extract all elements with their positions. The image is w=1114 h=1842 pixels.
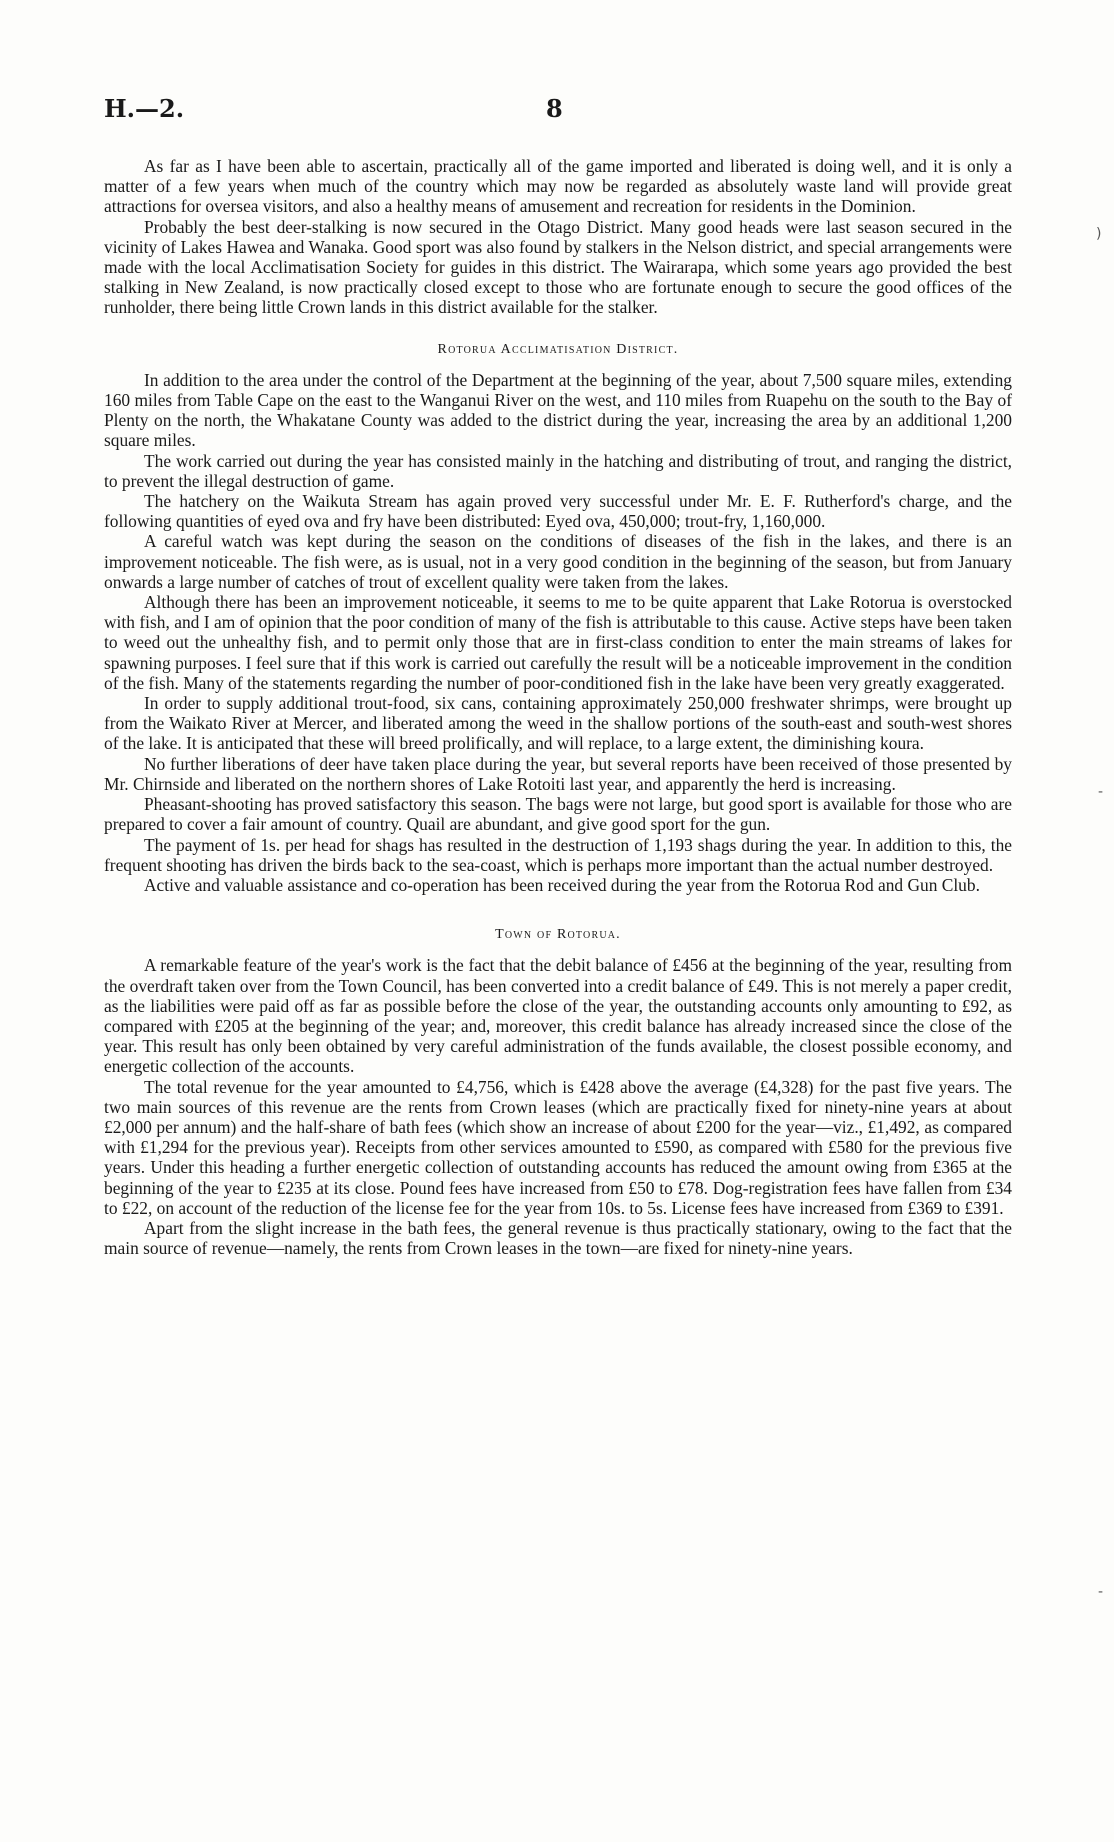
body-paragraph: Active and valuable assistance and co-operation has been received during the year from the Rotorua Rod and Gun Club. <box>144 874 980 895</box>
page-header <box>104 94 1010 126</box>
margin-mark-icon: ) <box>1096 226 1102 242</box>
body-paragraph: In order to supply additional trout-food, six cans, containing approximately 250,000 freshwater shrimps, were brought up from the Waikato River at Mercer, and liberated among the weed in the shallow portions of the south-east and south-west shores of the lake. It is anticipated that these will breed prolifically, and will replace, to a large extent, the diminishing koura. <box>104 693 1012 754</box>
section-heading-town-of-rotorua: Town of Rotorua. <box>495 927 621 943</box>
body-paragraph: In addition to the area under the control of the Department at the beginning of the year, about 7,500 square miles, extending 160 miles from Table Cape on the east to the Wanganui River on the west, and 110 miles from Ruapehu on the south to the Bay of Plenty on the north, the Whakatane County was added to the district during the year, increasing the area by an additional 1,200 square miles. <box>104 369 1012 451</box>
body-paragraph: A careful watch was kept during the season on the conditions of diseases of the fish in the lakes, and there is an improvement noticeable. The fish were, as is usual, not in a very good condition in the beginning of the season, but from January onwards a large number of catches of trout of excellent quality were taken from the lakes. <box>104 531 1012 592</box>
body-paragraph: Although there has been an improvement noticeable, it seems to me to be quite apparent that Lake Rotorua is overstocked with fish, and I am of opinion that the poor condition of many of the fish is attributable to this cause. Active steps have been taken to weed out the unhealthy fish, and to permit only those that are in first-class condition to enter the main streams of lakes for spawning purposes. I feel sure that if this work is carried out carefully the result will be a noticeable improvement in the condition of the fish. Many of the statements regarding the number of poor-conditioned fish in the lake have been very greatly exaggerated. <box>104 592 1012 693</box>
body-paragraph: Apart from the slight increase in the bath fees, the general revenue is thus practically stationary, owing to the fact that the main source of revenue—namely, the rents from Crown leases in the town—are fixed for ninety-nine years. <box>104 1217 1012 1259</box>
body-paragraph: Probably the best deer-stalking is now secured in the Otago District. Many good heads were last season secured in the vicinity of Lakes Hawea and Wanaka. Good sport was also found by stalkers in the Nelson district, and special arrangements were made with the local Acclimatisation Society for guides in this district. The Wairarapa, which some years ago provided the best stalking in New Zealand, is now practically closed except to those who are fortunate enough to secure the good offices of the runholder, there being little Crown lands in this district available for the stalker. <box>104 216 1012 318</box>
margin-tick-icon: ‐ <box>1098 784 1104 800</box>
document-body <box>104 156 1012 1258</box>
body-paragraph: No further liberations of deer have taken place during the year, but several reports have been received of those presented by Mr. Chirnside and liberated on the northern shores of Lake Rotoiti last year, and apparently the herd is increasing. <box>104 753 1012 794</box>
body-paragraph: As far as I have been able to ascertain, practically all of the game imported and liberated is doing well, and it is only a matter of a few years when much of the country which may now be regarded as absolutely waste land will provide great attractions for oversea visitors, and also a healthy means of amusement and recreation for residents in the Dominion. <box>104 156 1012 217</box>
section-heading-rotorua-district: Rotorua Acclimatisation District. <box>437 341 679 357</box>
body-paragraph: The total revenue for the year amounted to £4,756, which is £428 above the average (£4,328) for the past five years. The two main sources of this revenue are the rents from Crown leases (which are practically fixed for ninety-nine years at about £2,000 per annum) and the half-share of bath fees (which show an increase of about £200 for the year—viz., £1,492, as compared with £1,294 for the previous year). Receipts from other services amounted to £590, as compared with £580 for the previous five years. Under this heading a further energetic collection of outstanding accounts has reduced the amount owing from £365 at the beginning of the year to £235 at its close. Pound fees have increased from £50 to £78. Dog-registration fees have fallen from £34 to £22, on account of the reduction of the license fee for the year from 10s. to 5s. License fees have increased from £369 to £391. <box>104 1076 1012 1218</box>
body-paragraph: The payment of 1s. per head for shags has resulted in the destruction of 1,193 shags during the year. In addition to this, the frequent shooting has driven the birds back to the sea-coast, which is perhaps more important than the actual number destroyed. <box>104 834 1012 875</box>
body-paragraph: The hatchery on the Waikuta Stream has again proved very successful under Mr. E. F. Rutherford's charge, and the following quantities of eyed ova and fry have been distributed: Eyed ova, 450,000; trout-fry, 1,160,000. <box>104 491 1012 532</box>
margin-tick-icon: ‐ <box>1098 1584 1104 1600</box>
body-paragraph: The work carried out during the year has consisted mainly in the hatching and distributing of trout, and ranging the district, to prevent the illegal destruction of game. <box>104 450 1012 491</box>
page-number: 8 <box>546 94 563 123</box>
body-paragraph: Pheasant-shooting has proved satisfactory this season. The bags were not large, but good sport is available for those who are prepared to cover a fair amount of country. Quail are abundant, and give good sport for the gun. <box>104 794 1012 835</box>
body-paragraph: A remarkable feature of the year's work is the fact that the debit balance of £456 at the beginning of the year, resulting from the overdraft taken over from the Town Council, has been converted into a credit balance of £49. This is not merely a paper credit, as the liabilities were paid off as far as possible before the close of the year, the outstanding accounts only amounting to £92, as compared with £205 at the beginning of the year; and, moreover, this credit balance has already increased since the close of the year. This result has only been obtained by very careful administration of the funds available, the closest possible economy, and energetic collection of the accounts. <box>104 955 1012 1077</box>
document-reference: H.—2. <box>104 94 185 123</box>
